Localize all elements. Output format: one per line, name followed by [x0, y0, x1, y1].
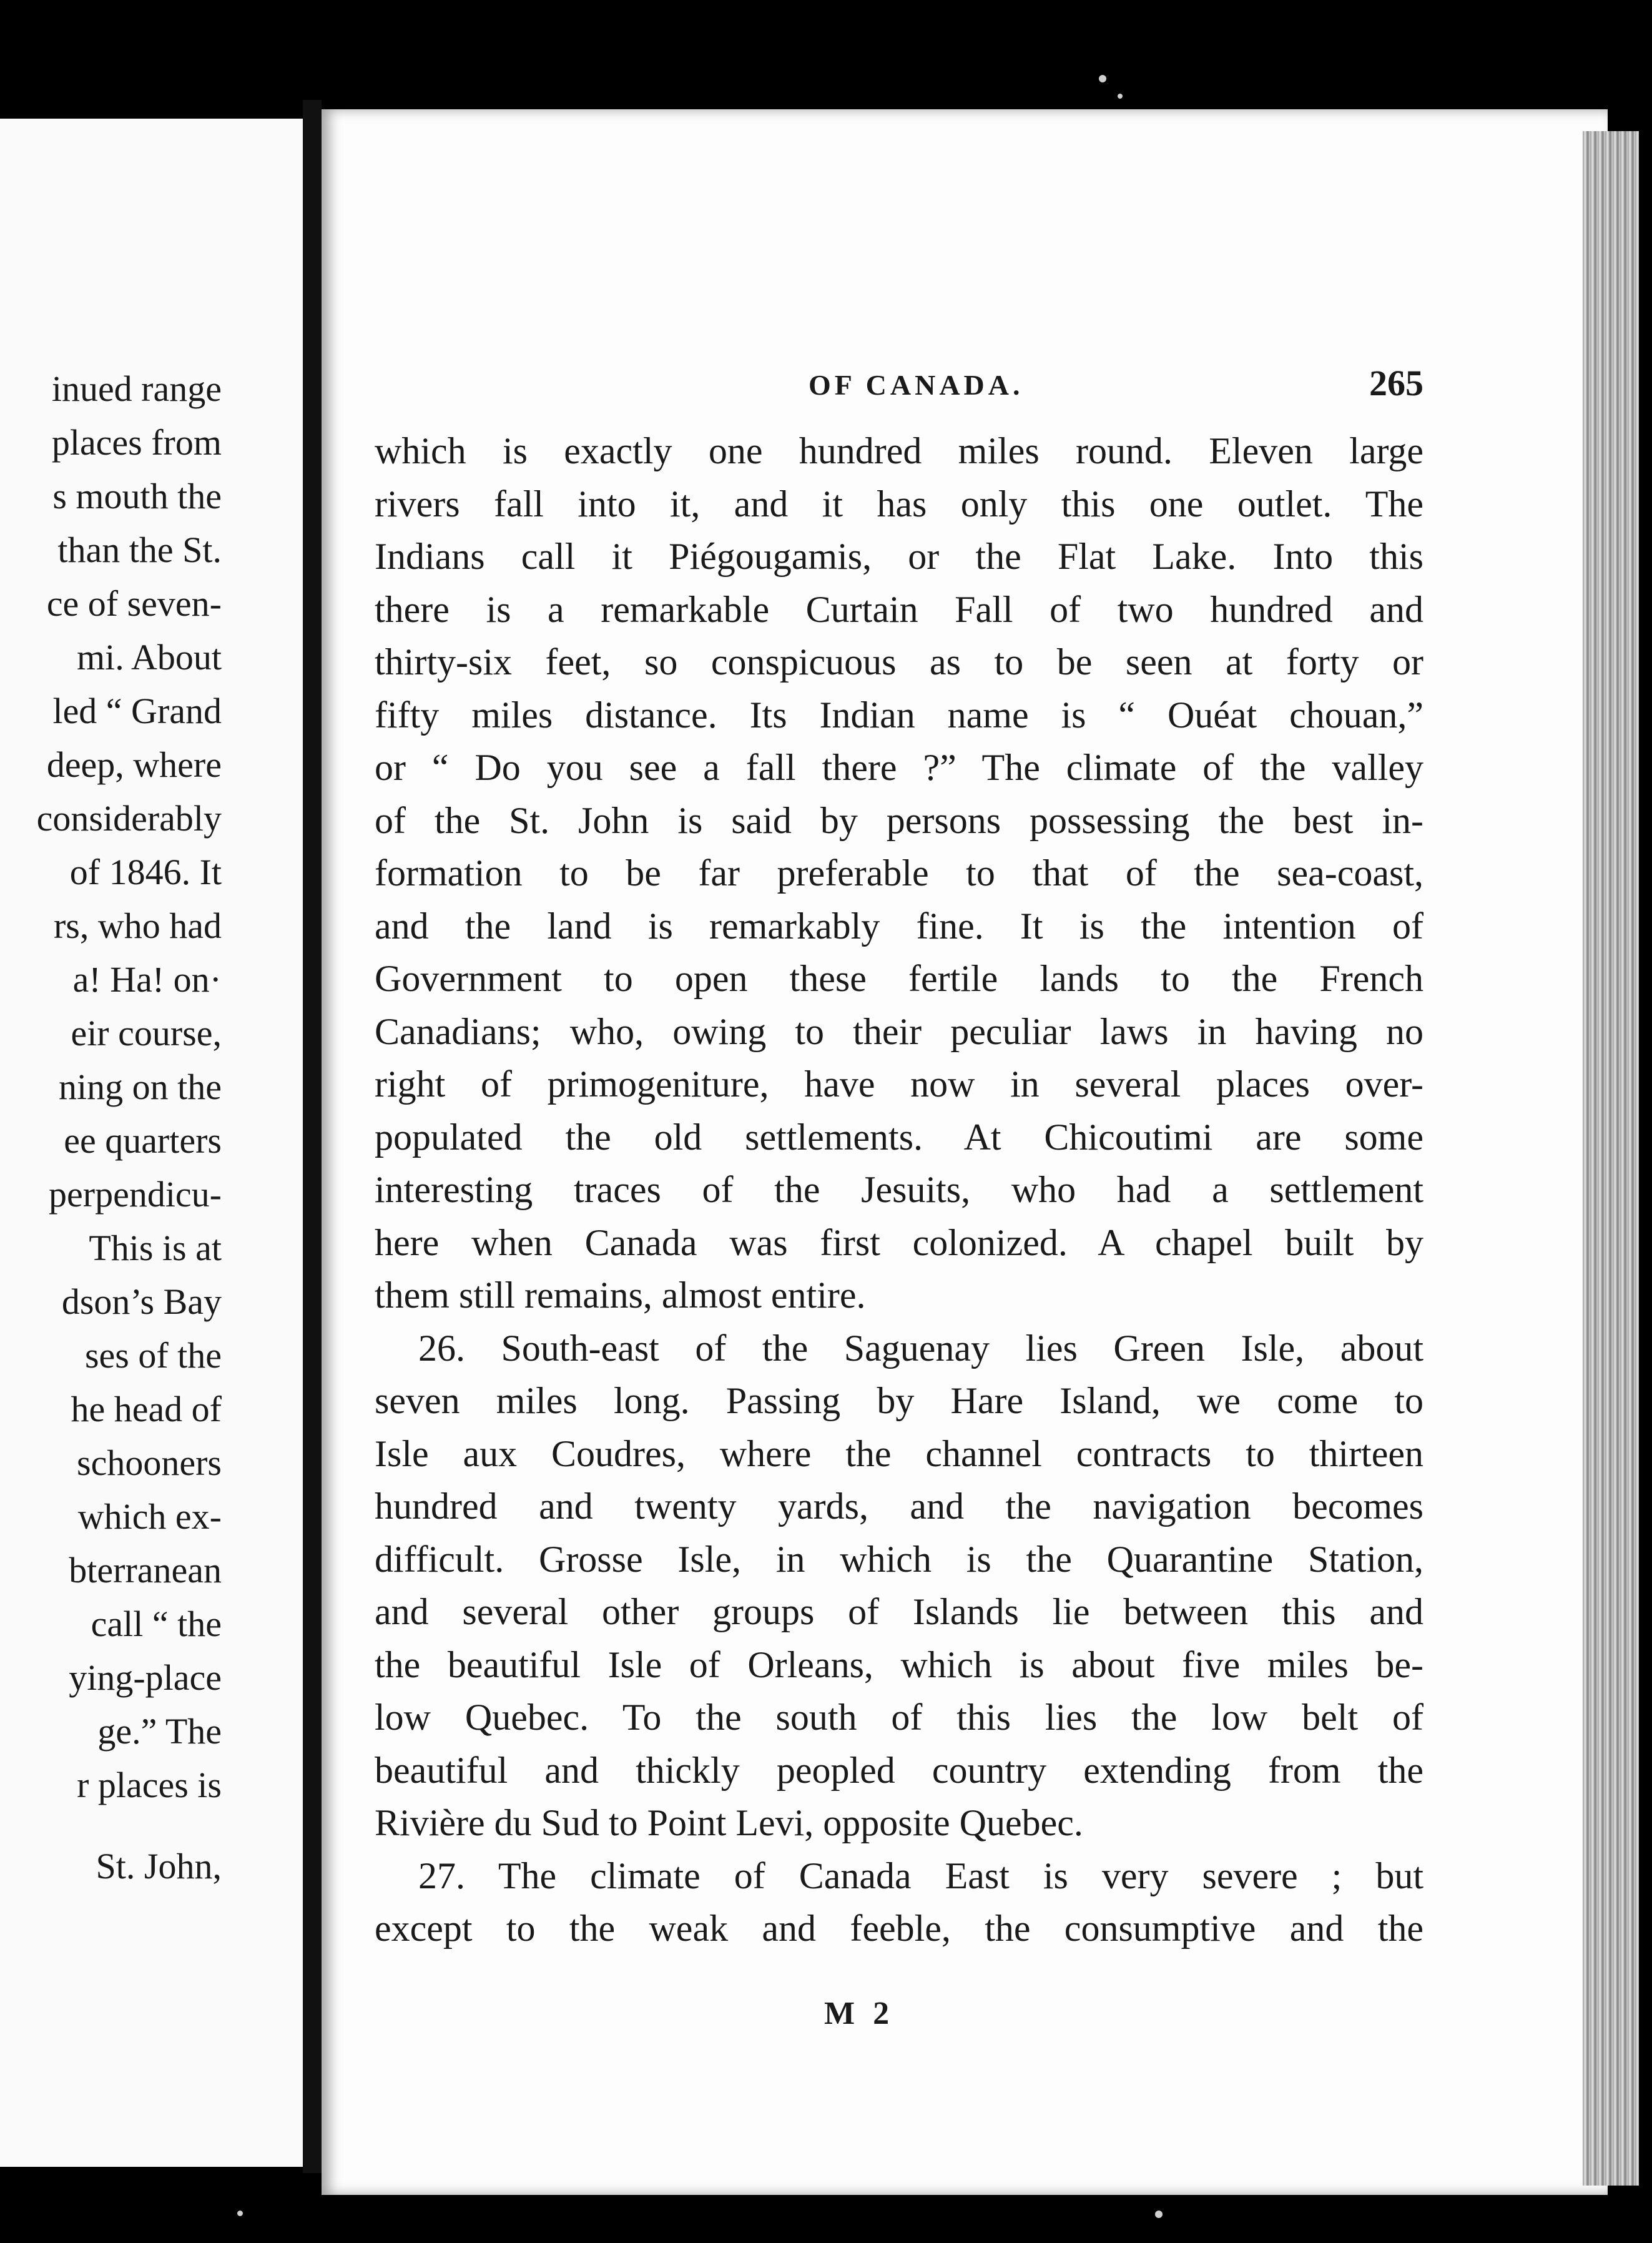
left-line: dson’s Bay	[61, 1281, 222, 1322]
left-line: ning on the	[59, 1067, 222, 1107]
body-text	[375, 425, 1423, 1955]
left-line: he head of	[71, 1389, 222, 1429]
text-line: Government to open these fertile lands to the French	[375, 958, 1423, 999]
scan-noise	[1099, 75, 1106, 82]
header-title: OF CANADA.	[809, 369, 1024, 401]
text-line: hundred and twenty yards, and the navigation becomes	[375, 1486, 1423, 1527]
book-gutter	[303, 100, 322, 2173]
left-line: bterranean	[69, 1550, 222, 1590]
left-line: places from	[51, 422, 222, 463]
left-line: which ex-	[77, 1496, 222, 1537]
scan-noise	[1155, 2211, 1163, 2218]
left-line: schooners	[77, 1442, 222, 1483]
text-line: 27. The climate of Canada East is very severe ; but	[418, 1855, 1423, 1896]
left-line: s mouth the	[52, 476, 222, 516]
text-line: 26. South-east of the Saguenay lies Green Isle, about	[418, 1327, 1423, 1369]
page-edge	[1583, 131, 1639, 2186]
text-line: formation to be far preferable to that of the sea-coast,	[375, 852, 1423, 894]
text-line: populated the old settlements. At Chicoutimi are some	[375, 1116, 1423, 1158]
text-line: which is exactly one hundred miles round. Eleven large	[375, 430, 1423, 471]
running-header	[387, 356, 1423, 406]
page-number: 265	[1369, 363, 1423, 403]
text-line: seven miles long. Passing by Hare Island, we come to	[375, 1380, 1423, 1421]
text-line: Indians call it Piégougamis, or the Flat Lake. Into this	[375, 536, 1423, 577]
text-line: Canadians; who, owing to their peculiar laws in having no	[375, 1010, 1423, 1052]
left-line: a! Ha! on·	[72, 959, 222, 1000]
signature-mark: M 2	[824, 1996, 895, 2031]
left-line: ge.” The	[97, 1711, 222, 1752]
text-line: rivers fall into it, and it has only this one outlet. The	[375, 483, 1423, 525]
left-line: St. John,	[96, 1846, 222, 1886]
text-line: or “ Do you see a fall there ?” The climate of the valley	[375, 747, 1423, 788]
left-line: r places is	[77, 1765, 222, 1805]
left-line: than the St.	[57, 530, 222, 570]
scan-noise	[1118, 94, 1123, 99]
left-line: eir course,	[71, 1013, 222, 1053]
text-line: and the land is remarkably fine. It is the intention of	[375, 905, 1423, 947]
left-line: considerably	[36, 798, 222, 839]
left-line: mi. About	[76, 637, 222, 678]
text-line: fifty miles distance. Its Indian name is “ Ouéat chouan,”	[375, 694, 1423, 736]
text-line: here when Canada was first colonized. A chapel built by	[375, 1221, 1423, 1263]
scan-noise	[237, 2211, 243, 2216]
left-line: rs, who had	[53, 905, 222, 946]
left-line: call “ the	[91, 1604, 222, 1644]
text-line: them still remains, almost entire.	[375, 1274, 866, 1316]
text-line: except to the weak and feeble, the consumptive and the	[375, 1908, 1423, 1949]
text-line: Rivière du Sud to Point Levi, opposite Quebec.	[375, 1802, 1083, 1843]
left-line: deep, where	[46, 744, 222, 785]
text-line: difficult. Grosse Isle, in which is the Quarantine Station,	[375, 1538, 1423, 1580]
left-page	[0, 119, 303, 2167]
left-line: ses of the	[84, 1335, 222, 1376]
left-line: ee quarters	[64, 1120, 222, 1161]
text-line: thirty-six feet, so conspicuous as to be seen at forty or	[375, 641, 1423, 683]
left-line: of 1846. It	[69, 852, 222, 892]
text-line: there is a remarkable Curtain Fall of two hundred and	[375, 588, 1423, 630]
text-line: interesting traces of the Jesuits, who had a settlement	[375, 1169, 1423, 1210]
left-line: ying-place	[69, 1657, 222, 1698]
left-line: ce of seven-	[46, 583, 222, 624]
text-line: beautiful and thickly peopled country extending from the	[375, 1749, 1423, 1791]
text-line: Isle aux Coudres, where the channel contracts to thirteen	[375, 1432, 1423, 1474]
left-line: perpendicu-	[49, 1174, 222, 1215]
text-line: and several other groups of Islands lie between this and	[375, 1591, 1423, 1632]
left-line: led “ Grand	[52, 691, 222, 731]
text-line: right of primogeniture, have now in several places over-	[375, 1063, 1423, 1105]
text-line: of the St. John is said by persons possessing the best in-	[375, 799, 1423, 841]
text-line: low Quebec. To the south of this lies the low belt of	[375, 1697, 1423, 1738]
left-line: This is at	[89, 1228, 222, 1268]
left-page-text	[37, 362, 222, 1893]
text-line: the beautiful Isle of Orleans, which is about five miles be-	[375, 1644, 1423, 1685]
left-line: inued range	[51, 368, 222, 409]
